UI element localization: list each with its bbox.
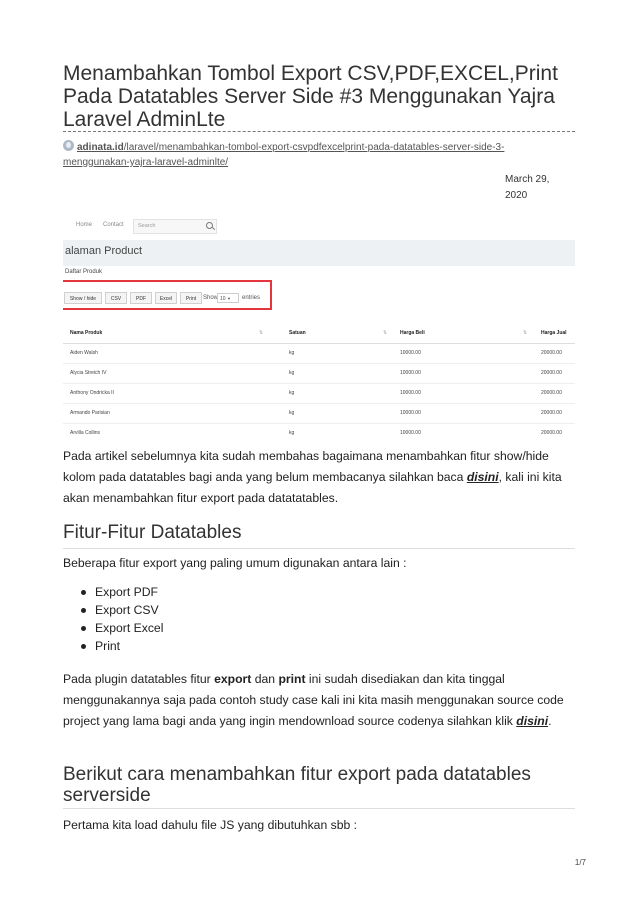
search-icon — [206, 222, 213, 229]
p-text-3: ini sudah disediakan dan kita tinggal menggunakannya saja pada contoh study case kali ini kita masih menggunakan source code project yang lama bagi anda yang ingin mendownload source codenya silahkan klik — [63, 672, 564, 728]
date-line-2: 2020 — [505, 190, 528, 201]
table-cell: 20000.00 — [541, 410, 562, 416]
table-cell: 20000.00 — [541, 430, 562, 436]
p-bold-export: export — [214, 672, 252, 686]
list-item: Export PDF — [63, 583, 163, 601]
table-cell: 10000.00 — [400, 350, 421, 356]
download-link[interactable]: disini — [516, 714, 549, 728]
sort-icon: ⇅ — [523, 330, 528, 336]
page-number: 1/7 — [574, 858, 586, 867]
page-title: Menambahkan Tombol Export CSV,PDF,EXCEL,Print Pada Datatables Server Side #3 Menggunakan Yajra Laravel AdminLte — [63, 62, 558, 131]
p-text-1: Pada plugin datatables fitur — [63, 672, 215, 686]
export-features-list — [63, 583, 163, 655]
search-placeholder: Search — [138, 223, 156, 229]
globe-icon — [63, 140, 74, 151]
title-divider — [63, 131, 575, 132]
section-heading-berikut: Berikut cara menambahkan fitur export pada datatables serverside — [63, 764, 531, 806]
section2-text: Pertama kita load dahulu file JS yang dibutuhkan sbb : — [63, 818, 358, 832]
col-header: Harga Beli — [400, 330, 425, 336]
section-divider — [63, 548, 575, 549]
table-cell: Arvilla Collins — [70, 430, 101, 436]
table-cell: 20000.00 — [541, 390, 562, 396]
table-row — [63, 384, 575, 404]
screenshot-header-title: alaman Product — [65, 245, 143, 257]
table-cell: 20000.00 — [541, 350, 562, 356]
section-heading-fitur: Fitur-Fitur Datatables — [63, 522, 242, 543]
table-cell: 10000.00 — [400, 430, 421, 436]
nav-contact: Contact — [103, 222, 124, 228]
table-cell: kg — [289, 370, 295, 376]
highlight-box — [63, 280, 272, 310]
table-cell: 10000.00 — [400, 370, 421, 376]
date-line-1: March 29, — [505, 174, 550, 185]
p-bold-print: print — [278, 672, 306, 686]
section1-lead: Beberapa fitur export yang paling umum digunakan antara lain : — [63, 556, 407, 570]
intro-text-2: , kali ini kita akan menambahkan fitur export pada datatatables. — [63, 470, 562, 505]
table-cell: 20000.00 — [541, 370, 562, 376]
table-cell: Alycia Streich IV — [70, 370, 107, 376]
table-cell: Armando Parisian — [70, 410, 110, 416]
table-header — [63, 324, 575, 344]
col-header: Satuan — [289, 330, 306, 336]
source-url[interactable] — [63, 140, 583, 170]
entries-value: 10 — [220, 296, 226, 302]
screenshot-topnav — [63, 212, 575, 240]
excel-button: Excel — [155, 292, 177, 304]
section1-paragraph — [63, 669, 578, 732]
col-header: Harga Jual — [541, 330, 567, 336]
source-path-2[interactable]: menggunakan-yajra-laravel-adminlte/ — [63, 157, 229, 168]
p-text-4: . — [548, 714, 552, 728]
source-domain[interactable]: adinata.id — [77, 142, 124, 153]
list-item: Export CSV — [63, 601, 163, 619]
select-caret-icon: ▼ — [226, 296, 231, 301]
sort-icon: ⇅ — [383, 330, 388, 336]
screenshot-header — [63, 240, 575, 266]
csv-button: CSV — [105, 292, 127, 304]
table-cell: kg — [289, 410, 295, 416]
list-item: Print — [63, 637, 163, 655]
print-button: Print — [180, 292, 202, 304]
datatables-screenshot — [63, 212, 575, 438]
screenshot-subheader: Daftar Produk — [65, 269, 103, 275]
showhide-button: Show / hide — [64, 292, 102, 304]
p-text-2: dan — [251, 672, 279, 686]
entries-label: entries — [242, 295, 261, 301]
source-path-1[interactable]: /laravel/menambahkan-tombol-export-csvpdfexcelprint-pada-datatables-server-side-3- — [123, 142, 505, 153]
table-cell: kg — [289, 350, 295, 356]
intro-link[interactable]: disini — [466, 470, 499, 484]
table-cell: Anthony Ondricka II — [70, 390, 114, 396]
table-row — [63, 364, 575, 384]
table-cell: 10000.00 — [400, 390, 421, 396]
col-header: Nama Produk — [70, 330, 103, 336]
pdf-button: PDF — [130, 292, 152, 304]
intro-text-1: Pada artikel sebelumnya kita sudah membahas bagaimana menambahkan fitur show/hide kolom pada datatables bagi anda yang belum membacanya silahkan baca — [63, 449, 549, 484]
list-item: Export Excel — [63, 619, 163, 637]
sort-icon: ⇅ — [259, 330, 264, 336]
screenshot-search — [133, 219, 217, 234]
nav-home: Home — [76, 222, 93, 228]
table-cell: kg — [289, 390, 295, 396]
table-row — [63, 404, 575, 424]
publish-date — [505, 172, 565, 204]
intro-paragraph — [63, 446, 578, 509]
table-row — [63, 344, 575, 364]
table-row — [63, 424, 575, 438]
table-cell: kg — [289, 430, 295, 436]
show-label: Show — [203, 295, 219, 301]
section-divider — [63, 808, 575, 809]
table-cell: Aiden Walsh — [70, 350, 98, 356]
table-cell: 10000.00 — [400, 410, 421, 416]
